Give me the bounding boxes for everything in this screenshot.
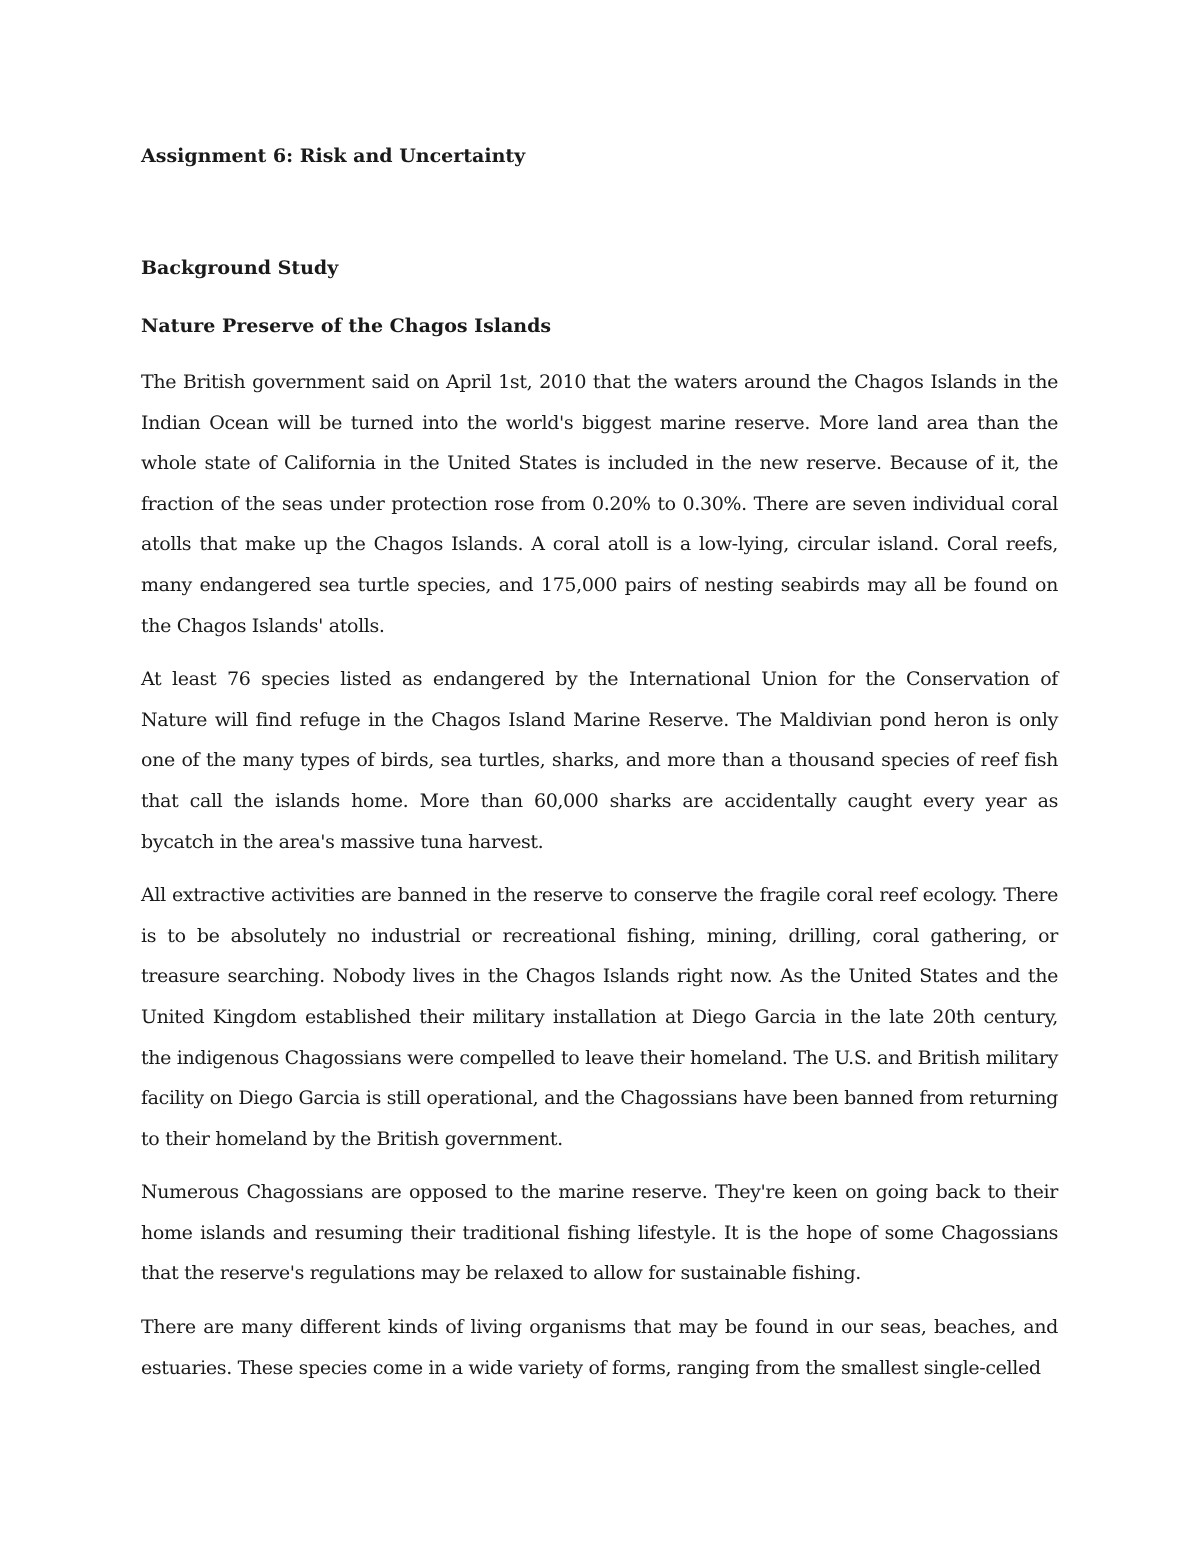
document-body: [141, 138, 1058, 1401]
paragraph-5: There are many different kinds of living organisms that may be found in our seas, beaches, and estuaries. These species come in a wide variety of forms, ranging from the smallest single-celled: [141, 1316, 1058, 1379]
document-title: Assignment 6: Risk and Uncertainty: [141, 145, 526, 167]
paragraph-1: The British government said on April 1st, 2010 that the waters around the Chagos Islands in the Indian Ocean will be turned into the world's biggest marine reserve. More land area than the whole state of California in the United States is included in the new reserve. Because of it, the fraction of the seas under protection rose from 0.20% to 0.30%. There are seven individual coral atolls that make up the Chagos Islands. A coral atoll is a low-lying, circular island. Coral reefs, many endangered sea turtle species, and 175,000 pairs of nesting seabirds may all be found on the Chagos Islands' atolls.: [141, 371, 1058, 637]
section-heading: Background Study: [141, 257, 339, 279]
paragraph-3: All extractive activities are banned in the reserve to conserve the fragile coral reef ecology. There is to be absolutely no industrial or recreational fishing, mining, drilling, coral gathering, or treasure searching. Nobody lives in the Chagos Islands right now. As the United States and the United Kingdom established their military installation at Diego Garcia in the late 20th century, the indigenous Chagossians were compelled to leave their homeland. The U.S. and British military facility on Diego Garcia is still operational, and the Chagossians have been banned from returning to their homeland by the British government.: [141, 884, 1058, 1150]
sub-heading: Nature Preserve of the Chagos Islands: [141, 315, 552, 337]
paragraph-4: Numerous Chagossians are opposed to the marine reserve. They're keen on going back to their home islands and resuming their traditional fishing lifestyle. It is the hope of some Chagossians that the reserve's regulations may be relaxed to allow for sustainable fishing.: [141, 1181, 1058, 1285]
paragraph-2: At least 76 species listed as endangered by the International Union for the Conservation of Nature will find refuge in the Chagos Island Marine Reserve. The Maldivian pond heron is only one of the many types of birds, sea turtles, sharks, and more than a thousand species of reef fish that call the islands home. More than 60,000 sharks are accidentally caught every year as bycatch in the area's massive tuna harvest.: [141, 668, 1058, 853]
